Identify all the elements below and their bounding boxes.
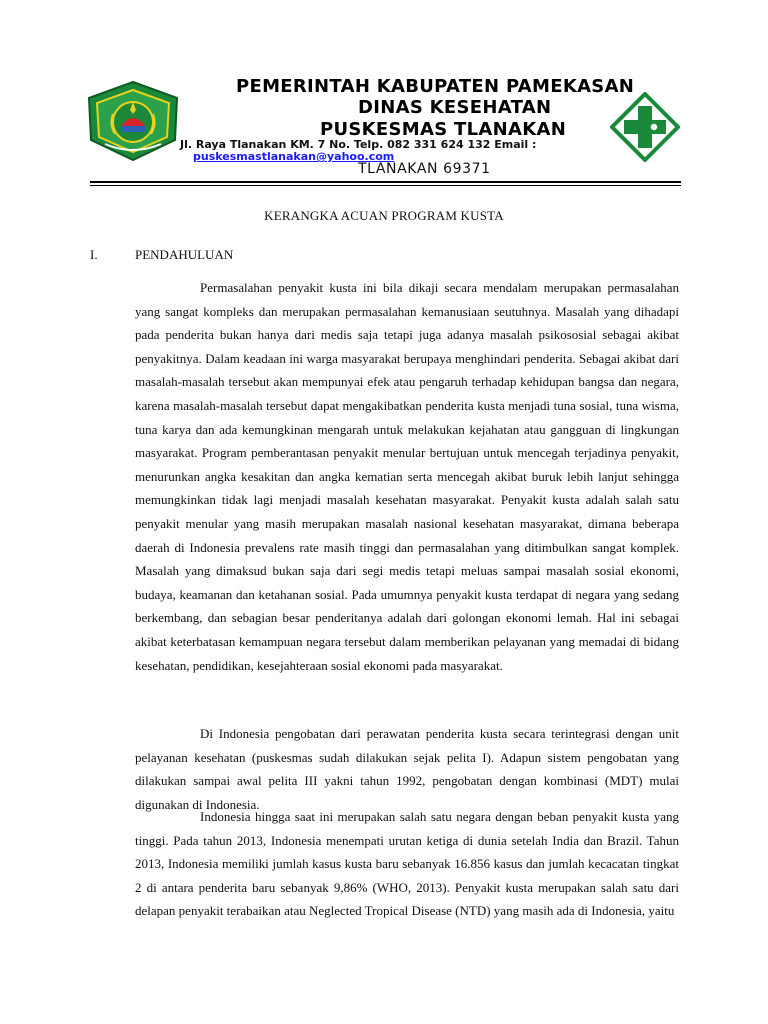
paragraph: Indonesia hingga saat ini merupakan salah satu negara dengan beban penyakit kusta yang tinggi. Pada tahun 2013, Indonesia menempati urutan ketiga di dunia setelah India dan Brazil. Tahun 2013, Indonesia memiliki jumlah kasus kusta baru sebanyak 16.856 kasus dan jumlah kecacatan tingkat 2 di antara penderita baru sebanyak 9,86% (WHO, 2013). Penyakit kusta merupakan salah satu dari delapan penyakit terabaikan atau Neglected Tropical Disease (NTD) yang masih ada di Indonesia, yaitu — [135, 809, 679, 918]
letterhead-government: PEMERINTAH KABUPATEN PAMEKASAN — [236, 76, 635, 97]
letterhead-divider-thin — [90, 185, 681, 186]
letterhead-institution: PUSKESMAS TLANAKAN — [320, 119, 567, 140]
paragraph: Permasalahan penyakit kusta ini bila dikaji secara mendalam merupakan permasalahan yang sangat kompleks dan merupakan permasalahan kemanusiaan seutuhnya. Masalah yang dihadapi pada penderita bukan hanya dari medis saja tetapi juga adanya masalah psikososial sebagai akibat penyakitnya. Dalam keadaan ini warga masyarakat berupaya menghindari penderita. Sebagai akibat dari masalah-masalah tersebut akan mempunyai efek atau pengaruh terhadap kehidupan bangsa dan negara, karena masalah-masalah tersebut dapat mengakibatkan penderita kusta menjadi tuna sosial, tuna wisma, tuna karya dan ada kemungkinan mengarah untuk melakukan kejahatan atau gangguan di lingkungan masyarakat. Program pemberantasan penyakit menular bertujuan untuk mencegah terjadinya penyakit, menurunkan angka kesakitan dan angka kematian serta mencegah akibat buruk lebih lanjut sehingga memungkinkan tidak lagi menjadi masalah kesehatan masyarakat. Penyakit kusta adalah salah satu penyakit menular yang masih merupakan masalah nasional kesehatan masyarakat, dimana beberapa daerah di Indonesia prevalens rate masih tinggi dan permasalahan yang ditimbulkan sangat komplek. Masalah yang dimaksud bukan saja dari segi medis tetapi meluas sampai masalah sosial ekonomi, budaya, keamanan dan ketahanan sosial. Pada umumnya penyakit kusta terdapat di negara yang sedang berkembang, dan sebagian besar penderitanya adalah dari golongan ekonomi lemah. Hal ini sebagai akibat keterbatasan kemampuan negara tersebut dalam memberikan pelayanan yang memadai di bidang kesehatan, pendidikan, kesejahteraan sosial ekonomi pada masyarakat. — [135, 280, 679, 673]
regency-emblem-icon — [85, 80, 181, 162]
section-number: I. — [90, 247, 98, 262]
puskesmas-logo-icon — [610, 92, 680, 162]
paragraph: Di Indonesia pengobatan dari perawatan penderita kusta secara terintegrasi dengan unit pelayanan kesehatan (puskesmas sudah dilakukan sejak pelita I). Adapun sistem pengobatan yang dilakukan sampai awal pelita III yakni tahun 1992, pengobatan dengan kombinasi (MDT) mulai digunakan di Indonesia. — [135, 726, 679, 812]
letterhead-divider — [90, 181, 681, 183]
letterhead-email-link[interactable]: puskesmastlanakan@yahoo.com — [193, 150, 395, 163]
letterhead-address: Jl. Raya Tlanakan KM. 7 No. Telp. 082 331 624 132 Email : — [180, 138, 537, 151]
letterhead-city: TLANAKAN 69371 — [358, 161, 491, 177]
document-title: KERANGKA ACUAN PROGRAM KUSTA — [264, 208, 504, 223]
letterhead-department: DINAS KESEHATAN — [358, 97, 552, 118]
section-heading: PENDAHULUAN — [135, 247, 234, 262]
